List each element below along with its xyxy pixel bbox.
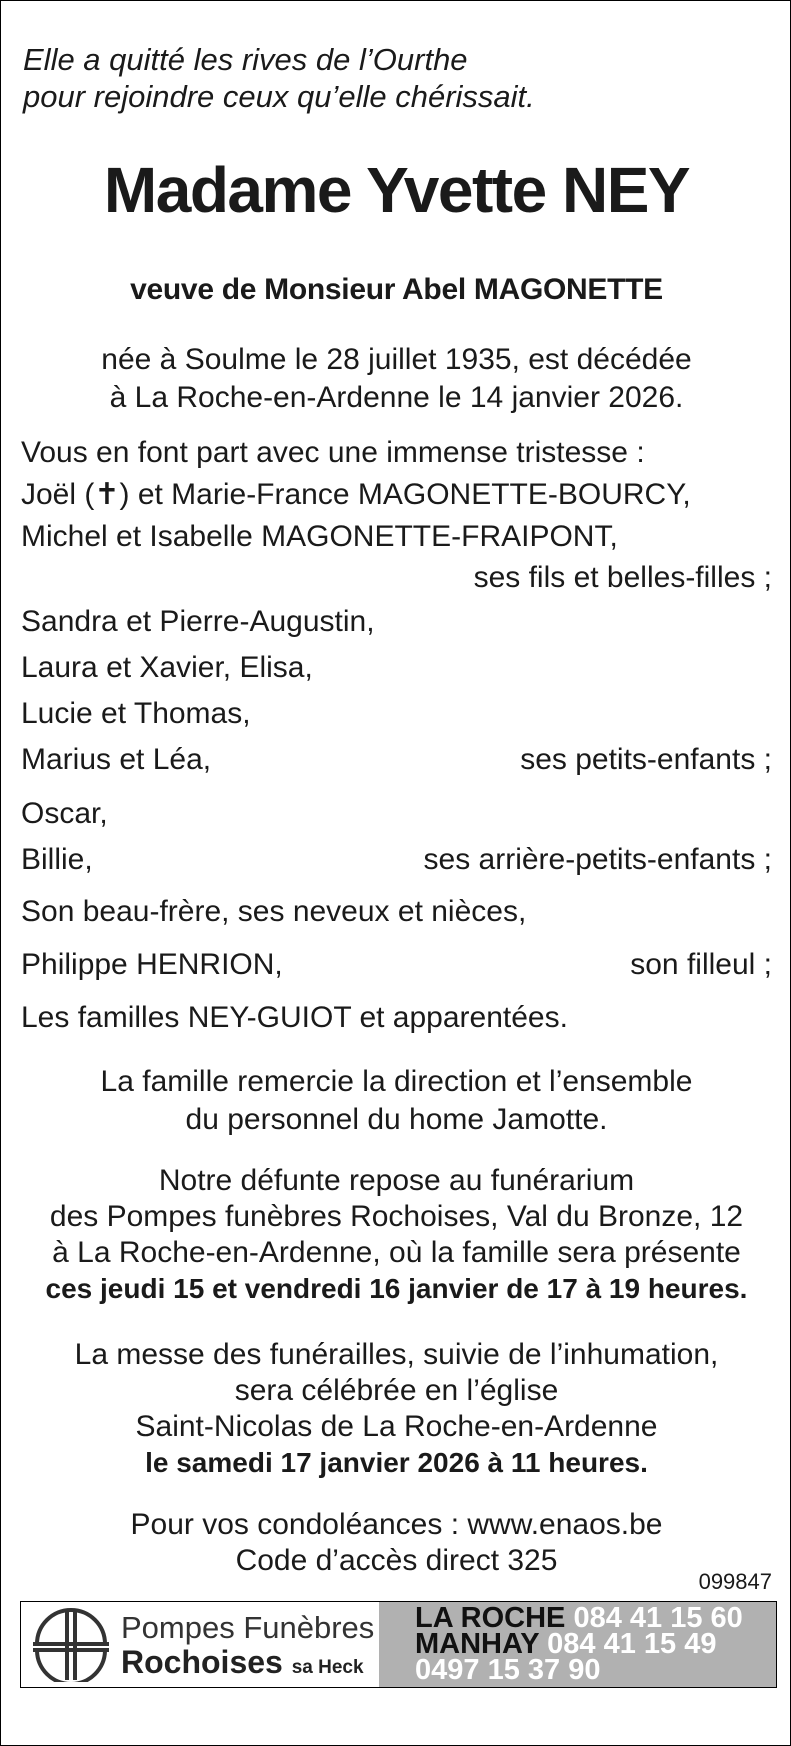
rest-hours: ces jeudi 15 et vendredi 16 janvier de 17 à 19 heures. xyxy=(45,1273,748,1304)
birth-death-info xyxy=(21,341,772,417)
grandchild-row xyxy=(21,741,772,779)
phone-city: MANHAY xyxy=(415,1628,540,1660)
phone-number: 0497 15 37 90 xyxy=(415,1654,601,1686)
mass-line-1: La messe des funérailles, suivie de l’inhumation, xyxy=(74,1338,719,1371)
brand-line-2 xyxy=(121,1644,364,1681)
grandchildren-role: ses petits-enfants ; xyxy=(520,743,772,776)
brand-line-1: Pompes Funèbres xyxy=(121,1610,375,1645)
cross-circle-logo-icon xyxy=(29,1608,113,1682)
quote-line-1: Elle a quitté les rives de l’Ourthe xyxy=(23,42,468,77)
rest-paragraph xyxy=(21,1163,772,1307)
godson-name: Philippe HENRION, xyxy=(21,948,283,981)
grandchild-1: Sandra et Pierre-Augustin, xyxy=(21,605,375,638)
mass-line-3: Saint-Nicolas de La Roche-en-Ardenne xyxy=(135,1410,658,1443)
mass-paragraph xyxy=(21,1337,772,1481)
godson-role: son filleul ; xyxy=(630,948,772,981)
great-grandchild-2: Billie, xyxy=(21,843,93,876)
grandchild-4: Marius et Léa, xyxy=(21,743,212,776)
great-grandchild-row xyxy=(21,841,772,879)
birth-line-2: à La Roche-en-Ardenne le 14 janvier 2026. xyxy=(109,381,684,414)
phone-panel xyxy=(379,1602,776,1687)
great-grandchildren-role: ses arrière-petits-enfants ; xyxy=(423,843,772,876)
godson-row xyxy=(21,946,772,984)
rest-line-2: des Pompes funèbres Rochoises, Val du Bronze, 12 xyxy=(49,1200,744,1233)
inlaws-line: Son beau-frère, ses neveux et nièces, xyxy=(21,895,527,928)
rest-line-3: à La Roche-en-Ardenne, où la famille sera présente xyxy=(52,1236,741,1269)
phone-number: 084 41 15 49 xyxy=(547,1628,717,1660)
condolences-line-2: Code d’accès direct 325 xyxy=(235,1544,558,1577)
phone-row-mobile xyxy=(415,1654,776,1686)
rest-line-1: Notre défunte repose au funérarium xyxy=(158,1164,635,1197)
mass-date: le samedi 17 janvier 2026 à 11 heures. xyxy=(145,1447,648,1478)
great-grandchild-1: Oscar, xyxy=(21,797,108,830)
brand-name: Rochoises xyxy=(121,1644,283,1680)
phone-number: 084 41 15 60 xyxy=(573,1602,743,1634)
thanks-line-1: La famille remercie la direction et l’ensemble xyxy=(100,1065,693,1098)
mass-line-2: sera célébrée en l’église xyxy=(234,1374,559,1407)
families-line: Les familles NEY-GUIOT et apparentées. xyxy=(21,1001,568,1034)
family-intro: Vous en font part avec une immense tristesse : xyxy=(21,436,645,469)
family-son-1: Joël (✝) et Marie-France MAGONETTE-BOURCY, xyxy=(21,478,691,511)
thanks-line-2: du personnel du home Jamotte. xyxy=(185,1103,608,1136)
sons-role: ses fils et belles-filles ; xyxy=(473,561,772,594)
deceased-name: Madame Yvette NEY xyxy=(103,154,690,226)
widow-line: veuve de Monsieur Abel MAGONETTE xyxy=(130,273,663,306)
grandchild-3: Lucie et Thomas, xyxy=(21,697,251,730)
grandchild-2: Laura et Xavier, Elisa, xyxy=(21,651,313,684)
thanks-paragraph xyxy=(21,1063,772,1139)
condolences-line-1: Pour vos condoléances : www.enaos.be xyxy=(130,1508,663,1541)
birth-line-1: née à Soulme le 28 juillet 1935, est décédée xyxy=(101,343,692,376)
brand-sa: sa Heck xyxy=(291,1657,364,1678)
phone-city: LA ROCHE xyxy=(415,1602,566,1634)
quote-line-2: pour rejoindre ceux qu’elle chérissait. xyxy=(23,79,535,114)
opening-quote xyxy=(23,41,772,115)
family-son-2: Michel et Isabelle MAGONETTE-FRAIPONT, xyxy=(21,520,618,553)
reference-number: 099847 xyxy=(698,1569,772,1594)
funeral-home-banner xyxy=(20,1601,777,1688)
